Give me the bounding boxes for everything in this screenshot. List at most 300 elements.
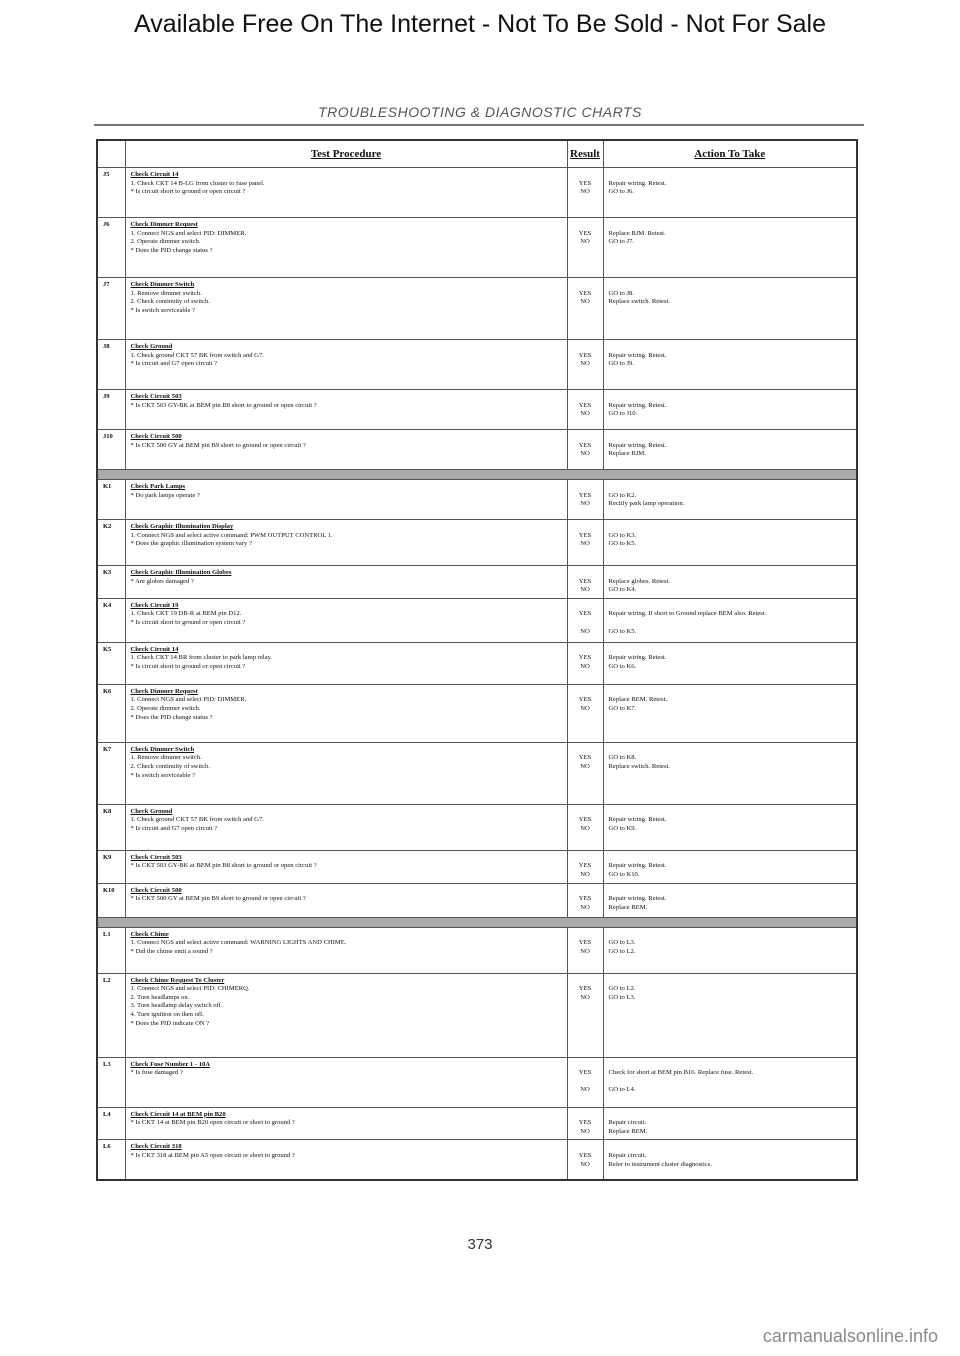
procedure-line: 4. Turn ignition on then off. — [130, 1010, 204, 1018]
result-cell — [567, 390, 603, 430]
action-value: GO to K2. — [608, 491, 637, 499]
action-value: Repair wiring. Retest. — [608, 179, 667, 187]
result-cell — [567, 684, 603, 742]
table-row — [97, 598, 857, 642]
procedure-spacer — [609, 746, 852, 755]
chart-title: TROUBLESHOOTING & DIAGNOSTIC CHARTS — [318, 104, 642, 120]
result-cell — [567, 218, 603, 278]
procedure-cell — [125, 1057, 567, 1107]
result-cell — [567, 642, 603, 684]
procedure-cell — [125, 598, 567, 642]
result-value: YES — [578, 654, 592, 662]
result-cell — [567, 1057, 603, 1107]
step-id: K2 — [97, 520, 125, 566]
procedure-line: * Is CKT 503 GY-BK at BEM pin B8 short to ground or open circuit ? — [130, 862, 317, 870]
table-row — [97, 804, 857, 850]
procedure-line: 3. Turn headlamp delay switch off. — [130, 1002, 223, 1010]
action-cell — [603, 973, 857, 1057]
procedure-title: Check Chime — [130, 930, 169, 938]
action-value: GO to K4. — [608, 586, 637, 594]
table-row — [97, 850, 857, 883]
procedure-spacer — [609, 688, 852, 697]
procedure-line: * Are globes damaged ? — [130, 577, 194, 585]
procedure-title: Check Circuit 14 at BEM pin B20 — [130, 1110, 226, 1118]
procedure-spacer — [609, 1143, 852, 1152]
action-value: GO to L3. — [608, 939, 636, 947]
result-value: YES — [578, 985, 592, 993]
result-value: YES — [578, 610, 592, 618]
procedure-spacer — [609, 1061, 852, 1070]
procedure-line: * Is fuse damaged ? — [130, 1069, 183, 1077]
procedure-line: * Is circuit and G7 open circuit ? — [130, 824, 218, 832]
result-value: YES — [578, 179, 592, 187]
procedure-spacer — [609, 808, 852, 817]
procedure-spacer — [573, 746, 598, 755]
procedure-line: * Is CKT 503 GY-BK at BEM pin B8 short to ground or open circuit ? — [130, 401, 317, 409]
procedure-line: * Is circuit short to ground or open circuit ? — [130, 618, 246, 626]
procedure-line: 2. Turn headlamps on. — [130, 993, 190, 1001]
banner: Available Free On The Internet - Not To Be Sold - Not For Sale — [133, 10, 827, 38]
procedure-spacer — [573, 343, 598, 352]
action-value: GO to J7. — [608, 238, 634, 246]
procedure-cell — [125, 340, 567, 390]
action-cell — [603, 742, 857, 804]
procedure-cell — [125, 973, 567, 1057]
action-value — [609, 619, 852, 628]
result-cell — [567, 1107, 603, 1140]
action-value: Replace BJM. — [608, 450, 646, 458]
step-id: J7 — [97, 278, 125, 340]
procedure-line: 1. Check CKT 14 BR from cluster to park lamp relay. — [130, 654, 273, 662]
section-separator — [97, 917, 857, 927]
step-id: J5 — [97, 168, 125, 218]
table-row — [97, 883, 857, 917]
procedure-title: Check Circuit 14 — [130, 171, 179, 178]
procedure-title: Check Ground — [130, 343, 173, 350]
procedure-line: * Does the PID indicate ON ? — [130, 1019, 210, 1027]
procedure-spacer — [573, 221, 598, 230]
procedure-title: Check Circuit 318 — [130, 1143, 182, 1151]
procedure-cell — [125, 520, 567, 566]
procedure-line: * Is circuit short to ground or open circuit ? — [130, 662, 246, 670]
action-cell — [603, 1140, 857, 1180]
result-value — [573, 619, 598, 628]
result-value: YES — [578, 531, 592, 539]
result-value: YES — [578, 351, 592, 359]
result-value: NO — [580, 824, 590, 832]
result-value: NO — [580, 238, 590, 246]
step-id: K3 — [97, 566, 125, 599]
procedure-spacer — [573, 602, 598, 611]
table-row — [97, 642, 857, 684]
action-value: Replace switch. Retest. — [608, 762, 671, 770]
step-id: K9 — [97, 850, 125, 883]
result-value: YES — [578, 491, 592, 499]
procedure-cell — [125, 480, 567, 520]
result-cell — [567, 340, 603, 390]
procedure-line: 2. Check continuity of switch. — [130, 762, 210, 770]
action-value: GO to L2. — [608, 947, 636, 955]
table-row — [97, 218, 857, 278]
procedure-title: Check Dimmer Switch — [130, 281, 195, 288]
step-id: L3 — [97, 1057, 125, 1107]
procedure-spacer — [573, 977, 598, 986]
step-id: K5 — [97, 642, 125, 684]
step-id: K8 — [97, 804, 125, 850]
procedure-spacer — [573, 887, 598, 896]
procedure-spacer — [609, 343, 852, 352]
action-cell — [603, 883, 857, 917]
procedure-line: * Is switch serviceable ? — [130, 771, 195, 779]
procedure-spacer — [609, 887, 852, 896]
procedure-cell — [125, 390, 567, 430]
result-value: NO — [580, 947, 590, 955]
result-value: NO — [580, 450, 590, 458]
procedure-line: 1. Connect NGS and select PID: CHIMERQ. — [130, 985, 250, 993]
action-value: GO to K9. — [608, 824, 637, 832]
action-value: Rectify park lamp operation. — [608, 500, 685, 508]
table-body — [97, 168, 857, 1180]
result-cell — [567, 278, 603, 340]
result-cell — [567, 804, 603, 850]
table-row — [97, 278, 857, 340]
action-value: Repair wiring. Retest. — [608, 401, 667, 409]
action-value: Repair circuit. — [608, 1119, 647, 1127]
table-header-row — [97, 140, 857, 168]
procedure-spacer — [609, 854, 852, 863]
action-cell — [603, 1107, 857, 1140]
table-row — [97, 480, 857, 520]
procedure-spacer — [573, 646, 598, 655]
action-value: Replace BJM. Retest. — [608, 229, 666, 237]
action-value: Replace BEM. Retest. — [608, 696, 668, 704]
step-id: L4 — [97, 1107, 125, 1140]
result-value: NO — [580, 1127, 590, 1135]
action-cell — [603, 927, 857, 973]
procedure-line: 2. Check continuity of switch. — [130, 298, 210, 306]
diagnostic-table — [96, 139, 858, 1181]
result-value: NO — [580, 500, 590, 508]
procedure-line: 1. Remove dimmer switch. — [130, 754, 202, 762]
procedure-cell — [125, 430, 567, 470]
action-value: Check for short at BEM pin B16. Replace fuse. Retest. — [608, 1069, 754, 1077]
procedure-line: * Does the graphic illumination system vary ? — [130, 540, 252, 548]
result-cell — [567, 742, 603, 804]
action-cell — [603, 804, 857, 850]
procedure-line: * Is CKT 318 at BEM pin A5 open circuit or short to ground ? — [130, 1151, 295, 1159]
step-id: J9 — [97, 390, 125, 430]
procedure-cell — [125, 742, 567, 804]
procedure-spacer — [609, 602, 852, 611]
step-id: K4 — [97, 598, 125, 642]
action-value: GO to L2. — [608, 985, 636, 993]
result-value: NO — [580, 870, 590, 878]
procedure-spacer — [573, 1061, 598, 1070]
result-value: NO — [580, 993, 590, 1001]
table-row — [97, 1140, 857, 1180]
table-row — [97, 390, 857, 430]
action-value: GO to J10. — [608, 410, 638, 418]
action-cell — [603, 390, 857, 430]
action-value: GO to K5. — [608, 627, 637, 635]
procedure-spacer — [573, 171, 598, 180]
procedure-line: 1. Check ground CKT 57 BK from switch and G7. — [130, 351, 264, 359]
action-cell — [603, 520, 857, 566]
action-cell — [603, 278, 857, 340]
header-result: Result — [567, 140, 603, 168]
procedure-title: Check Fuse Number 1 - 10A — [130, 1060, 211, 1068]
step-id: K10 — [97, 883, 125, 917]
step-id: J6 — [97, 218, 125, 278]
procedure-spacer — [573, 688, 598, 697]
action-value: Repair wiring. Retest. — [608, 816, 667, 824]
action-value: Replace BEM. — [608, 1127, 648, 1135]
procedure-spacer — [609, 433, 852, 442]
result-cell — [567, 480, 603, 520]
result-cell — [567, 850, 603, 883]
table-row — [97, 684, 857, 742]
result-value: NO — [580, 627, 590, 635]
action-cell — [603, 642, 857, 684]
procedure-line: * Does the PID change status ? — [130, 713, 213, 721]
procedure-spacer — [573, 854, 598, 863]
result-value: NO — [580, 586, 590, 594]
page-number: 373 — [467, 1236, 493, 1253]
action-value: Repair wiring. Retest. — [608, 862, 667, 870]
procedure-spacer — [573, 1143, 598, 1152]
table-row — [97, 520, 857, 566]
procedure-title: Check Chime Request To Cluster — [130, 976, 225, 984]
procedure-spacer — [573, 393, 598, 402]
procedure-spacer — [573, 523, 598, 532]
title-rule — [94, 124, 864, 126]
procedure-spacer — [573, 281, 598, 290]
procedure-cell — [125, 804, 567, 850]
procedure-line: * Do park lamps operate ? — [130, 491, 200, 499]
procedure-spacer — [573, 931, 598, 940]
section-separator — [97, 470, 857, 480]
result-value: NO — [580, 410, 590, 418]
procedure-line: * Does the PID change status ? — [130, 246, 213, 254]
watermark: carmanualsonline.info — [762, 1326, 938, 1346]
procedure-spacer — [609, 931, 852, 940]
procedure-line: * Is circuit and G7 open circuit ? — [130, 360, 218, 368]
procedure-spacer — [573, 808, 598, 817]
procedure-line: * Did the chime emit a sound ? — [130, 947, 213, 955]
procedure-title: Check Dimmer Request — [130, 221, 198, 228]
result-cell — [567, 973, 603, 1057]
procedure-spacer — [609, 646, 852, 655]
procedure-line: 1. Connect NGS and select PID: DIMMER. — [130, 229, 247, 237]
step-id: K7 — [97, 742, 125, 804]
procedure-title: Check Circuit 19 — [130, 601, 179, 609]
step-id: J10 — [97, 430, 125, 470]
procedure-cell — [125, 1140, 567, 1180]
procedure-title: Check Park Lamps — [130, 483, 186, 490]
table-row — [97, 927, 857, 973]
procedure-line: 1. Check CKT 19 DB-R at BEM pin D12. — [130, 610, 242, 618]
header-procedure: Test Procedure — [125, 140, 567, 168]
procedure-cell — [125, 927, 567, 973]
result-value — [573, 1078, 598, 1087]
header-action: Action To Take — [603, 140, 857, 168]
action-cell — [603, 340, 857, 390]
procedure-title: Check Circuit 500 — [130, 886, 182, 894]
result-value: YES — [578, 895, 592, 903]
procedure-spacer — [609, 221, 852, 230]
result-value: YES — [578, 696, 592, 704]
procedure-spacer — [609, 523, 852, 532]
procedure-spacer — [609, 281, 852, 290]
table-row — [97, 1107, 857, 1140]
action-cell — [603, 430, 857, 470]
procedure-title: Check Ground — [130, 807, 173, 815]
action-cell — [603, 480, 857, 520]
result-value: NO — [580, 1160, 590, 1168]
result-value: YES — [578, 1151, 592, 1159]
result-cell — [567, 883, 603, 917]
procedure-line: 1. Check ground CKT 57 BK from switch and G7. — [130, 816, 264, 824]
result-value: YES — [578, 289, 592, 297]
step-id: K1 — [97, 480, 125, 520]
procedure-line: 2. Operate dimmer switch. — [130, 238, 201, 246]
table-row — [97, 973, 857, 1057]
procedure-line: * Is switch serviceable ? — [130, 306, 195, 314]
table-row — [97, 566, 857, 599]
action-cell — [603, 218, 857, 278]
procedure-line: 1. Check CKT 14 B-LG from cluster to fuse panel. — [130, 179, 265, 187]
action-value: Replace switch. Retest. — [608, 298, 671, 306]
procedure-title: Check Circuit 503 — [130, 393, 182, 400]
separator-cell — [97, 470, 857, 480]
action-value: Refer to instrument cluster diagnostics. — [608, 1160, 712, 1168]
procedure-spacer — [609, 483, 852, 492]
procedure-spacer — [609, 393, 852, 402]
procedure-cell — [125, 278, 567, 340]
action-value: GO to K5. — [608, 540, 637, 548]
procedure-cell — [125, 684, 567, 742]
procedure-title: Check Graphic Illumination Globes — [130, 569, 232, 576]
action-cell — [603, 684, 857, 742]
procedure-cell — [125, 218, 567, 278]
result-value: NO — [580, 762, 590, 770]
step-id: L1 — [97, 927, 125, 973]
procedure-line: 1. Remove dimmer switch. — [130, 289, 202, 297]
result-value: YES — [578, 939, 592, 947]
procedure-cell — [125, 850, 567, 883]
action-value — [609, 1078, 852, 1087]
procedure-cell — [125, 566, 567, 599]
result-cell — [567, 168, 603, 218]
procedure-spacer — [609, 977, 852, 986]
header-step — [97, 140, 125, 168]
action-value: GO to K7. — [608, 704, 637, 712]
procedure-cell — [125, 168, 567, 218]
procedure-line: * Is circuit short to ground or open circuit ? — [130, 188, 246, 196]
action-value: Repair wiring. Retest. — [608, 654, 667, 662]
result-value: NO — [580, 662, 590, 670]
action-cell — [603, 168, 857, 218]
step-id: L2 — [97, 973, 125, 1057]
action-cell — [603, 566, 857, 599]
procedure-line: 1. Connect NGS and select active command: WARNING LIGHTS AND CHIME. — [130, 939, 347, 947]
result-value: NO — [580, 540, 590, 548]
procedure-spacer — [573, 433, 598, 442]
result-value: YES — [578, 577, 592, 585]
separator-cell — [97, 917, 857, 927]
procedure-title: Check Graphic Illumination Display — [130, 523, 234, 530]
action-value: Repair wiring. Retest. — [608, 351, 667, 359]
step-id: J8 — [97, 340, 125, 390]
action-value: GO to K8. — [608, 754, 637, 762]
procedure-title: Check Circuit 500 — [130, 433, 182, 440]
result-value: YES — [578, 1119, 592, 1127]
result-value: YES — [578, 229, 592, 237]
procedure-line: * Is CKT 500 GY at BEM pin B9 short to ground or open circuit ? — [130, 441, 306, 449]
table-row — [97, 742, 857, 804]
result-value: YES — [578, 862, 592, 870]
action-cell — [603, 598, 857, 642]
result-cell — [567, 520, 603, 566]
result-value: YES — [578, 754, 592, 762]
action-value: Repair circuit. — [608, 1151, 647, 1159]
action-value: Repair wiring. Retest. — [608, 895, 667, 903]
procedure-spacer — [609, 569, 852, 578]
procedure-line: 2. Operate dimmer switch. — [130, 704, 201, 712]
action-value: Replace BEM. — [608, 903, 648, 911]
result-cell — [567, 598, 603, 642]
action-value: Repair wiring. If short to Ground replace BEM also. Retest. — [608, 610, 767, 618]
table-row — [97, 1057, 857, 1107]
procedure-spacer — [573, 1111, 598, 1120]
procedure-spacer — [573, 569, 598, 578]
action-value: GO to L4. — [608, 1086, 636, 1094]
action-value: GO to K10. — [608, 870, 640, 878]
result-value: NO — [580, 188, 590, 196]
procedure-line: * Is CKT 14 at BEM pin B20 open circuit or short to ground ? — [130, 1119, 295, 1127]
procedure-title: Check Dimmer Switch — [130, 745, 195, 753]
step-id: L6 — [97, 1140, 125, 1180]
result-value: YES — [578, 816, 592, 824]
result-value: YES — [578, 401, 592, 409]
result-value: NO — [580, 360, 590, 368]
procedure-line: * Is CKT 500 GY at BEM pin B9 short to ground or open circuit ? — [130, 895, 306, 903]
result-cell — [567, 927, 603, 973]
action-value: GO to J9. — [608, 360, 634, 368]
result-value: YES — [578, 441, 592, 449]
procedure-spacer — [609, 1111, 852, 1120]
table-row — [97, 430, 857, 470]
result-value: NO — [580, 704, 590, 712]
procedure-spacer — [573, 483, 598, 492]
result-value: NO — [580, 903, 590, 911]
action-value: Replace globes. Retest. — [608, 577, 671, 585]
action-value: GO to K6. — [608, 662, 637, 670]
procedure-spacer — [609, 171, 852, 180]
procedure-cell — [125, 1107, 567, 1140]
result-cell — [567, 430, 603, 470]
action-value: GO to L3. — [608, 993, 636, 1001]
action-cell — [603, 850, 857, 883]
procedure-line: 1. Connect NGS and select PID: DIMMER. — [130, 696, 247, 704]
table-row — [97, 340, 857, 390]
procedure-line: 1. Connect NGS and select active command: PWM OUTPUT CONTROL 1. — [130, 531, 333, 539]
result-value: NO — [580, 298, 590, 306]
action-value: Repair wiring. Retest. — [608, 441, 667, 449]
procedure-cell — [125, 642, 567, 684]
result-value: YES — [578, 1069, 592, 1077]
result-cell — [567, 1140, 603, 1180]
